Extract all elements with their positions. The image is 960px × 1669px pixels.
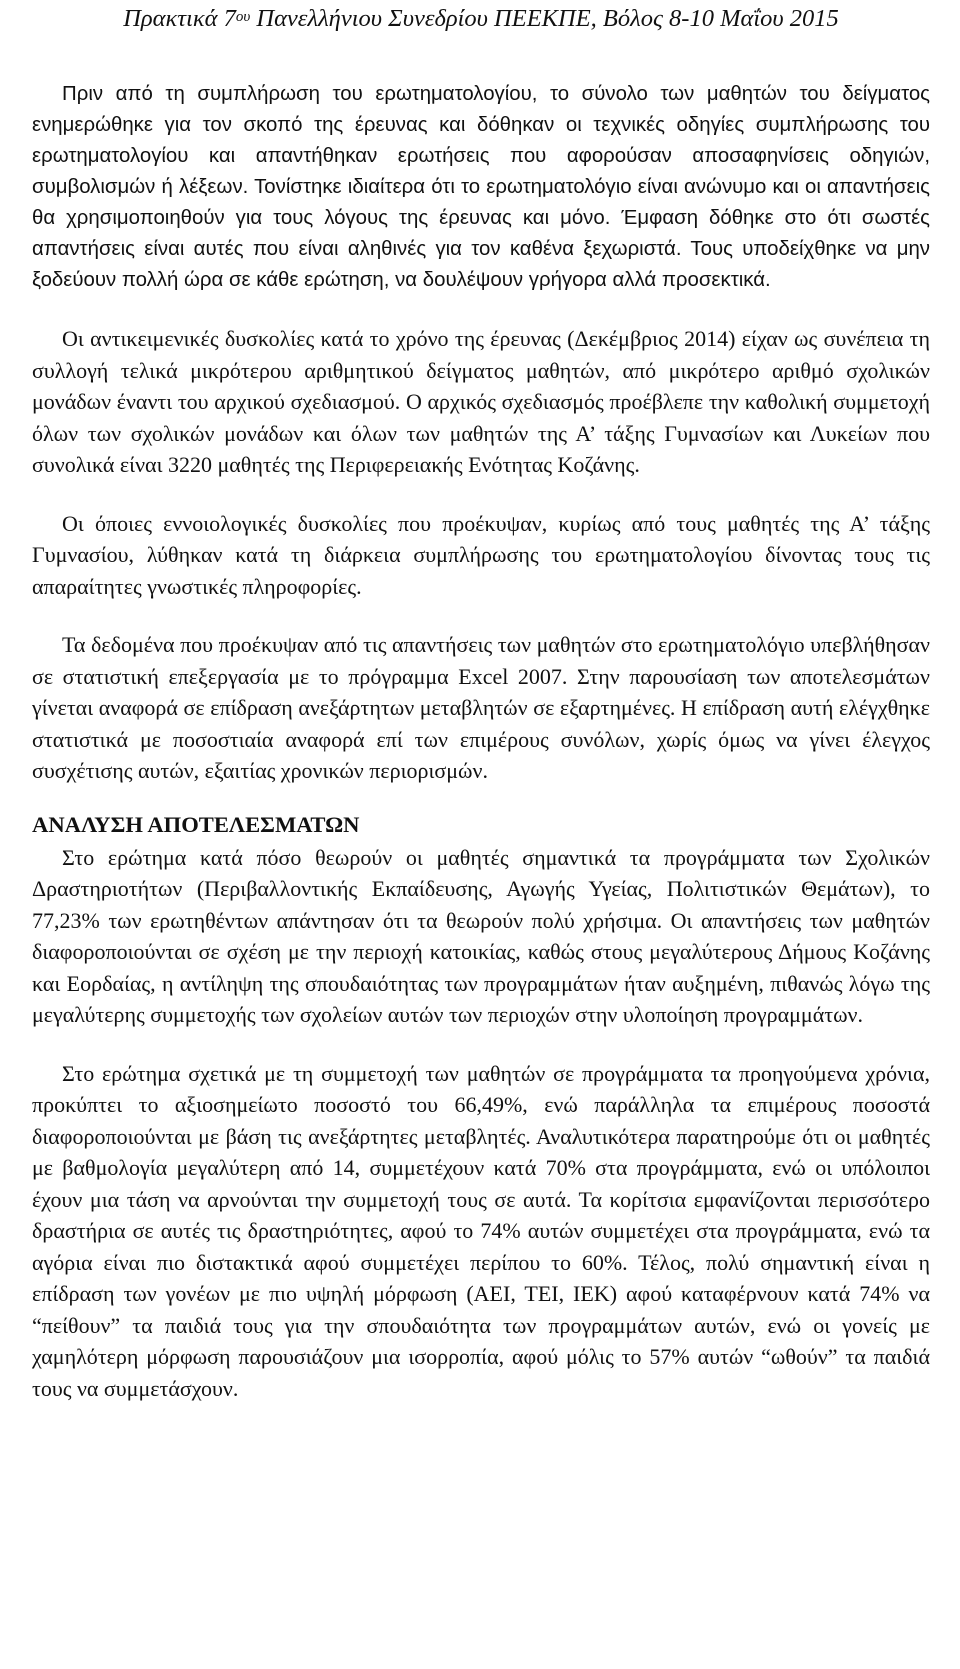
document-page — [32, 0, 930, 1404]
header-superscript: ου — [235, 9, 251, 25]
paragraph-results-participation: Στο ερώτημα σχετικά με τη συμμετοχή των μαθητών σε προγράμματα τα προηγούμενα χρόνια, προκύπτει το αξιοσημείωτο ποσοστό του 66,49%, ενώ παράλληλα τα επιμέρους ποσοστά διαφοροποιούνται με βάση τις ανεξάρτητες μεταβλητές. Αναλυτικότερα παρατηρούμε ότι οι μαθητές με βαθμολογία μεγαλύτερη από 14, συμμετέχουν κατά 70% στα προγράμματα, ενώ οι υπόλοιποι έχουν μια τάση να αρνούνται την συμμετοχή τους σε αυτά. Τα κορίτσια εμφανίζονται περισσότερο δραστήρια σε αυτές τις δραστηριότητες, αφού το 74% αυτών συμμετέχει στα προγράμματα, ενώ τα αγόρια είναι πιο διστακτικά αφού συμμετέχει περίπου το 60%. Τέλος, πολύ σημαντική είναι η επίδραση των γονέων με πιο υψηλή μόρφωση (ΑΕΙ, ΤΕΙ, ΙΕΚ) αφού καταφέρνουν κατά 74% να “πείθουν” τα παιδιά τους για την σπουδαιότητα των προγραμμάτων αυτών, ενώ οι γονείς με χαμηλότερη μόρφωση παρουσιάζουν μια ισορροπία, αφού μόλις το 57% αυτών “ωθούν” τα παιδιά τους να συμμετάσχουν. — [32, 1060, 930, 1401]
header-prefix: Πρακτικά 7 — [123, 5, 236, 32]
paragraph-results-importance: Στο ερώτημα κατά πόσο θεωρούν οι μαθητές σημαντικά τα προγράμματα των Σχολικών Δραστηριοτήτων (Περιβαλλοντικής Εκπαίδευσης, Αγωγής Υγείας, Πολιτιστικών Θεμάτων), το 77,23% των ερωτηθέντων απάντησαν ότι τα θεωρούν πολύ χρήσιμα. Οι απαντήσεις των μαθητών διαφοροποιούνται σε σχέση με την περιοχή κατοικίας, καθώς στους μεγαλύτερους Δήμους Κοζάνης και Εορδαίας, η αντίληψη της σπουδαιότητας των προγραμμάτων ήταν αυξημένη, πιθανώς λόγω της μεγαλύτερης συμμετοχής των σχολείων αυτών των περιοχών στην υλοποίηση προγραμμάτων. — [32, 844, 930, 1027]
paragraph-analysis: Τα δεδομένα που προέκυψαν από τις απαντήσεις των μαθητών στο ερωτηματολόγιο υπεβλήθησαν σε στατιστική επεξεργασία με το πρόγραμμα Excel 2007. Στην παρουσίαση των αποτελεσμάτων γίνεται αναφορά σε επίδραση ανεξάρτητων μεταβλητών σε εξαρτημένες. Η επίδραση αυτή ελέγχθηκε στατιστικά με ποσοστιαία αναφορά επί των επιμέρους συνόλων, χωρίς όμως να γίνει έλεγχος συσχέτισης αυτών, εξαιτίας χρονικών περιορισμών. — [32, 632, 930, 783]
section-heading: ΑΝΑΛΥΣΗ ΑΠΟΤΕΛΕΣΜΑΤΩΝ — [32, 811, 360, 837]
header-suffix: Πανελλήνιου Συνεδρίου ΠΕΕΚΠΕ, Βόλος 8-10 Μαΐου 2015 — [250, 5, 839, 32]
paragraph-procedure: Πριν από τη συμπλήρωση του ερωτηματολογίου, το σύνολο των μαθητών του δείγματος ενημερώθηκε για τον σκοπό της έρευνας και δόθηκαν οι τεχνικές οδηγίες συμπλήρωσης του ερωτηματολογίου και απαντήθηκαν ερωτήσεις που αφορούσαν αποσαφηνίσεις οδηγιών, συμβολισμών ή λέξεων. Τονίστηκε ιδιαίτερα ότι το ερωτηματολόγιο είναι ανώνυμο και οι απαντήσεις θα χρησιμοποιηθούν για τους λόγους της έρευνας και μόνο. Έμφαση δόθηκε στο ότι σωστές απαντήσεις είναι αυτές που είναι αληθινές για τον καθένα ξεχωριστά. Τους υποδείχθηκε να μην ξοδεύουν πολλή ώρα σε κάθε ερώτηση, να δουλέψουν γρήγορα αλλά προσεκτικά. — [32, 83, 930, 291]
paragraph-conceptual: Οι όποιες εννοιολογικές δυσκολίες που προέκυψαν, κυρίως από τους μαθητές της Α’ τάξης Γυμνασίου, λύθηκαν κατά τη διάρκεια συμπλήρωσης του ερωτηματολογίου δίνοντας τους τις απαραίτητες γνωστικές πληροφορίες. — [32, 510, 930, 599]
running-header — [32, 6, 930, 32]
paragraph-difficulties: Οι αντικειμενικές δυσκολίες κατά το χρόνο της έρευνας (Δεκέμβριος 2014) είχαν ως συνέπεια τη συλλογή τελικά μικρότερου αριθμητικού δείγματος μαθητών, από μικρότερο αριθμό σχολικών μονάδων έναντι του αρχικού σχεδιασμού. Ο αρχικός σχεδιασμός προέβλεπε την καθολική συμμετοχή όλων των σχολικών μονάδων και όλων των μαθητών της Α’ τάξης Γυμνασίων και Λυκείων που συνολικά είναι 3220 μαθητές της Περιφερειακής Ενότητας Κοζάνης. — [32, 326, 930, 477]
